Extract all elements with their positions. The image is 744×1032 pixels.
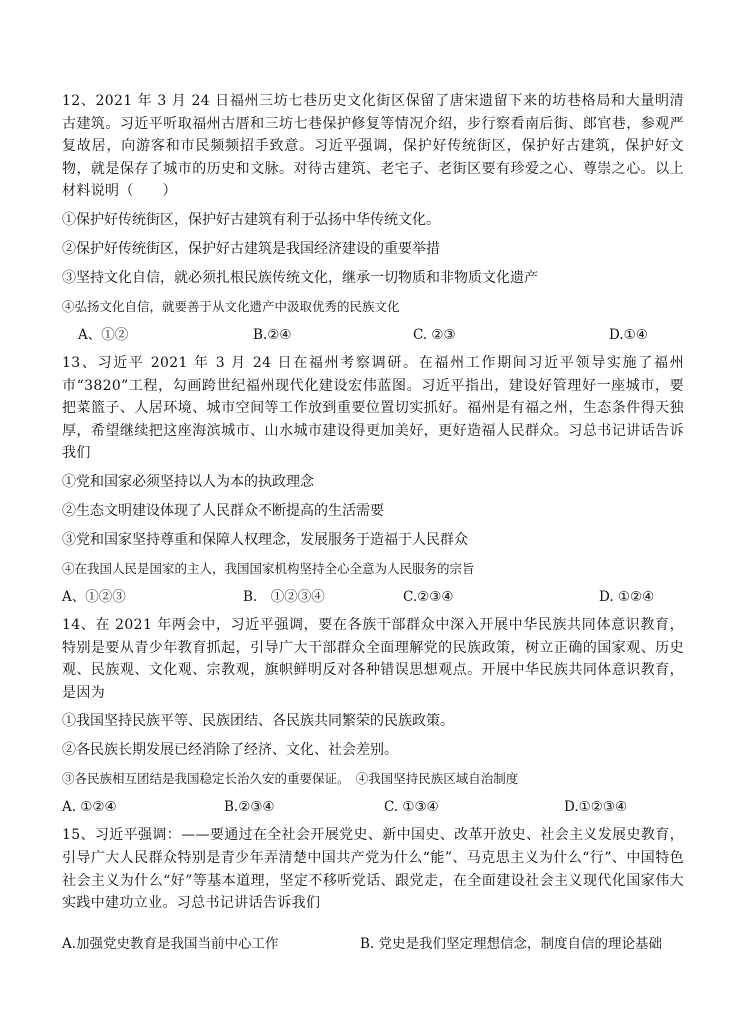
q12-item-1: ①保护好传统街区，保护好古建筑有利于弘扬中华传统文化。 xyxy=(62,211,440,228)
q15-choice-a: A.加强党史教育是我国当前中心工作 xyxy=(62,935,279,952)
q12-item-3: ③坚持文化自信，就必须扎根民族传统文化，继承一切物质和非物质文化遗产 xyxy=(62,269,538,286)
q13-item-1: ①党和国家必须坚持以人为本的执政理念 xyxy=(62,473,314,490)
q15-choices xyxy=(62,933,684,955)
question-12-stem: 12、2021 年 3 月 24 日福州三坊七巷历史文化街区保留了唐宋遗留下来的坊巷格局和大量明清古建筑。习近平听取福州古厝和三坊七巷保护修复等情况介绍，步行察看南后街、郎官巷，参观严复故居，向游客和市民频频招手致意。习近平强调，保护好传统街区，保护好古建筑，保护好文物，就是保存了城市的历史和文脉。对待古建筑、老宅子、老街区要有珍爱之心、尊崇之心。以上材料说明（ ） xyxy=(62,93,684,200)
q14-choice-b: B.②③④ xyxy=(224,799,275,816)
q12-choices xyxy=(62,324,684,346)
q13-choice-d: D. ①②④ xyxy=(599,588,655,605)
q13-item-3: ③党和国家坚持尊重和保障人权理念，发展服务于造福于人民群众 xyxy=(62,531,468,548)
q12-choice-a: A、①② xyxy=(78,326,129,343)
question-14-stem: 14、在 2021 年两会中，习近平强调，要在各族干部群众中深入开展中华民族共同体意识教育，特别是要从青少年教育抓起，引导广大干部群众全面理解党的民族政策，树立正确的国家观、历史观、民族观、文化观、宗教观，旗帜鲜明反对各种错误思想观点。开展中华民族共同体意识教育，是因为 xyxy=(62,616,684,701)
exam-page xyxy=(62,90,684,955)
q14-item-1: ①我国坚持民族平等、民族团结、各民族共同繁荣的民族政策。 xyxy=(62,713,454,730)
q13-item-2: ②生态文明建设体现了人民群众不断提高的生活需要 xyxy=(62,502,384,519)
q12-choice-d: D.①④ xyxy=(609,326,648,343)
q13-choice-c: C.②③④ xyxy=(403,588,454,605)
q14-choice-a: A. ①②④ xyxy=(62,799,117,816)
question-15-stem: 15、习近平强调：——要通过在全社会开展党史、新中国史、改革开放史、社会主义发展史教育，引导广大人民群众特别是青少年弄清楚中国共产党为什么“能”、马克思主义为什么“行”、中国特色社会主义为什么“好”等基本道理，坚定不移听党话、跟党走，在全面建设社会主义现代化国家伟大实践中建功立业。习总书记讲话告诉我们 xyxy=(62,827,684,912)
q14-choice-d: D.①②③④ xyxy=(564,799,628,816)
q12-item-2: ②保护好传统街区，保护好古建筑是我国经济建设的重要举措 xyxy=(62,240,440,257)
q14-choice-c: C. ①③④ xyxy=(384,799,439,816)
q14-item-3: ③各民族相互团结是我国稳定长治久安的重要保证。 ④我国坚持民族区域自治制度 xyxy=(62,771,519,787)
q13-choice-a: A、①②③ xyxy=(62,588,126,605)
q15-choice-b: B. 党史是我们坚定理想信念，制度自信的理论基础 xyxy=(360,935,663,952)
q13-choice-b: B. ①②③④ xyxy=(243,588,325,605)
q12-item-4: ④弘扬文化自信，就要善于从文化遗产中汲取优秀的民族文化 xyxy=(62,298,400,314)
q13-choices xyxy=(62,586,684,608)
q14-choices xyxy=(62,796,684,818)
q12-choice-b: B.②④ xyxy=(253,326,292,343)
q12-choice-c: C. ②③ xyxy=(413,326,456,343)
q13-item-4: ④在我国人民是国家的主人，我国国家机构坚持全心全意为人民服务的宗旨 xyxy=(62,560,475,576)
question-13-stem: 13、习近平 2021 年 3 月 24 日在福州考察调研。在福州工作期间习近平领导实施了福州市“3820”工程，勾画跨世纪福州现代化建设宏伟蓝图。习近平指出，建设好管理好一座城市，要把菜篮子、人居环境、城市空间等工作放到重要位置切实抓好。福州是有福之州，生态条件得天独厚，希望继续把这座海滨城市、山水城市建设得更加美好，更好造福人民群众。习总书记讲话告诉我们 xyxy=(62,354,684,462)
q14-item-2: ②各民族长期发展已经消除了经济、文化、社会差别。 xyxy=(62,742,398,759)
